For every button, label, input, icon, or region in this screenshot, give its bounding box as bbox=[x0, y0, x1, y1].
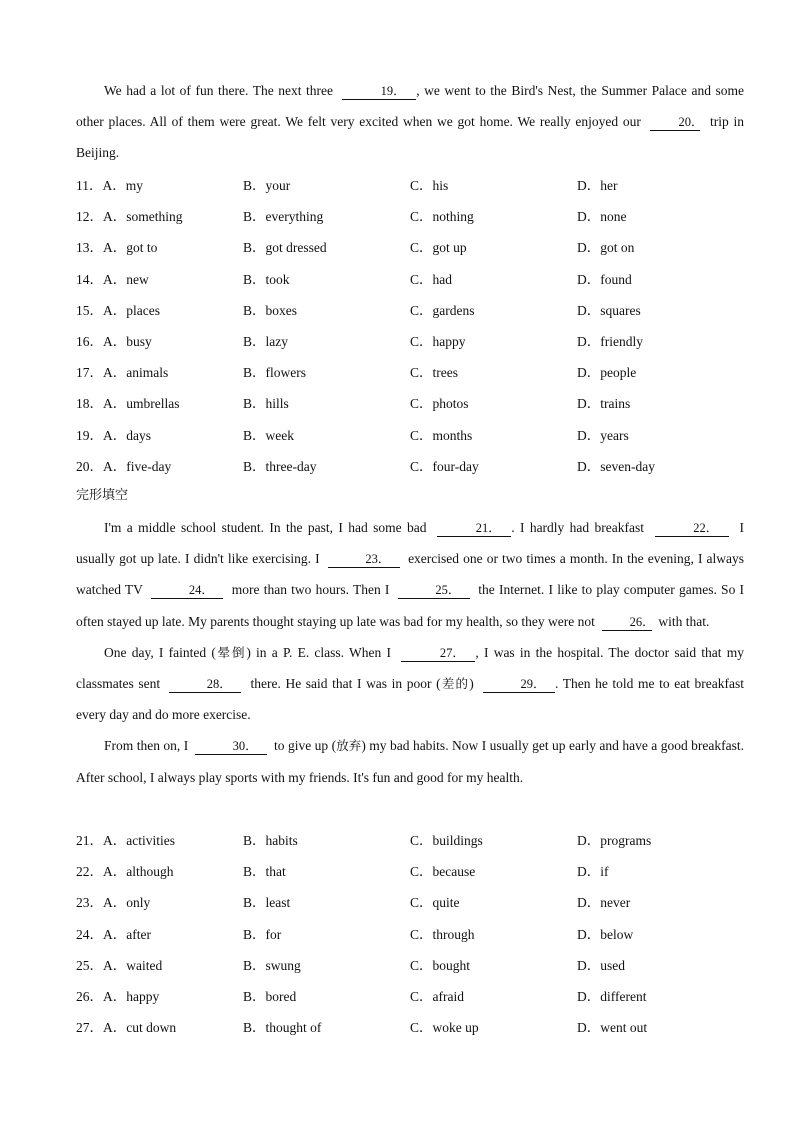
option-text: A．something bbox=[103, 209, 183, 225]
question-number: 14． bbox=[76, 271, 103, 287]
option-a[interactable] bbox=[76, 295, 160, 326]
option-text: C．trees bbox=[410, 365, 458, 381]
blank-20[interactable]: 20． bbox=[650, 114, 700, 131]
option-d[interactable] bbox=[577, 357, 636, 388]
blank-26[interactable]: 26． bbox=[602, 614, 652, 631]
option-d[interactable] bbox=[577, 201, 627, 232]
option-b[interactable] bbox=[243, 950, 301, 981]
option-text: B．bored bbox=[243, 988, 297, 1004]
option-text: A．new bbox=[103, 271, 149, 287]
option-c[interactable] bbox=[410, 1012, 479, 1043]
option-c[interactable] bbox=[410, 420, 472, 451]
question-row bbox=[76, 264, 744, 295]
option-c[interactable] bbox=[410, 919, 475, 950]
question-number: 25． bbox=[76, 957, 103, 973]
passage-1-paragraph: We had a lot of fun there. The next three 19． , we went to the Bird's Nest, the Summer Palace and some other places. All of them were great. We felt very excited when we got home. We really enjoyed our 20． trip in Beijing. bbox=[76, 83, 745, 161]
passage-2-paragraph-2: One day, I fainted (晕倒) in a P. E. class. When I 27． , I was in the hospital. The doctor said that my classmates sent 28． there. He said that I was in poor (差的) 29． . Then he told me to eat breakfast every day and do more exercise. bbox=[76, 644, 745, 723]
option-b[interactable] bbox=[243, 856, 286, 887]
option-d[interactable] bbox=[577, 388, 630, 419]
question-number: 15． bbox=[76, 302, 103, 318]
question-number: 16． bbox=[76, 333, 103, 349]
option-text: B．hills bbox=[243, 396, 289, 412]
question-number: 19． bbox=[76, 427, 103, 443]
option-c[interactable] bbox=[410, 981, 464, 1012]
option-text: A．waited bbox=[103, 957, 163, 973]
passage-2-paragraph-3: From then on, I 30． to give up (放弃) my bad habits. Now I usually get up early and have a good breakfast. After school, I always play sports with my friends. It's fun and good for my health. bbox=[76, 738, 745, 785]
option-text: D．people bbox=[577, 365, 637, 381]
option-text: D．friendly bbox=[577, 333, 643, 349]
option-a[interactable] bbox=[76, 825, 175, 856]
question-row bbox=[76, 451, 744, 482]
option-text: D．none bbox=[577, 209, 627, 225]
option-text: D．got on bbox=[577, 240, 635, 256]
option-d[interactable] bbox=[577, 950, 625, 981]
blank-28[interactable]: 28． bbox=[169, 676, 241, 693]
option-text: C．got up bbox=[410, 240, 467, 256]
question-row bbox=[76, 981, 744, 1012]
option-text: D．below bbox=[577, 926, 634, 942]
option-a[interactable] bbox=[76, 388, 180, 419]
option-text: B．lazy bbox=[243, 333, 288, 349]
option-text: A．busy bbox=[103, 333, 152, 349]
option-a[interactable] bbox=[76, 950, 162, 981]
option-text: A．my bbox=[102, 178, 143, 193]
question-number: 24． bbox=[76, 926, 103, 942]
question-number: 18． bbox=[76, 396, 103, 412]
question-number: 23． bbox=[76, 895, 103, 911]
option-text: C．nothing bbox=[410, 209, 474, 225]
blank-21[interactable]: 21． bbox=[437, 520, 511, 537]
question-number: 12． bbox=[76, 209, 103, 225]
option-a[interactable] bbox=[76, 981, 159, 1012]
option-a[interactable] bbox=[76, 420, 151, 451]
option-c[interactable] bbox=[410, 825, 483, 856]
option-a[interactable] bbox=[76, 326, 152, 357]
option-c[interactable] bbox=[410, 388, 469, 419]
option-text: B．took bbox=[243, 271, 290, 287]
section-heading: 完形填空 bbox=[76, 488, 129, 503]
option-text: D．if bbox=[577, 864, 609, 880]
option-a[interactable] bbox=[76, 201, 183, 232]
option-d[interactable] bbox=[577, 420, 629, 451]
question-number: 27． bbox=[76, 1020, 103, 1036]
option-text: A．although bbox=[103, 864, 174, 880]
question-number: 13． bbox=[76, 240, 103, 256]
option-text: A．activities bbox=[103, 833, 175, 848]
option-text: B．habits bbox=[243, 833, 298, 848]
option-c[interactable] bbox=[410, 264, 452, 295]
option-b[interactable] bbox=[243, 170, 290, 201]
question-number: 22． bbox=[76, 864, 103, 880]
option-a[interactable] bbox=[76, 170, 143, 201]
option-c[interactable] bbox=[410, 326, 466, 357]
question-row bbox=[76, 388, 744, 419]
option-text: A．only bbox=[103, 895, 151, 911]
option-text: A．happy bbox=[103, 988, 160, 1004]
option-text: D．went out bbox=[577, 1020, 648, 1036]
option-c[interactable] bbox=[410, 451, 479, 482]
passage-2-paragraph-1: I'm a middle school student. In the past, I had some bad 21． . I hardly had breakfast 22． I usually got up late. I didn't like exercising. I 23． exercised one or two times a month. In the evening, I always watched TV 24． more than two hours. Then I 25． the Internet. I like to play computer games. So I often stayed up late. My parents thought staying up late was bad for my health, so they were not 26． with that. bbox=[76, 520, 745, 629]
question-row bbox=[76, 170, 744, 201]
option-text: A．animals bbox=[103, 365, 169, 381]
option-text: D．found bbox=[577, 271, 632, 287]
option-text: C．gardens bbox=[410, 302, 475, 318]
option-text: D．trains bbox=[577, 396, 631, 412]
option-b[interactable] bbox=[243, 295, 297, 326]
option-b[interactable] bbox=[243, 451, 316, 482]
option-text: D．squares bbox=[577, 302, 641, 318]
blank-23[interactable]: 23． bbox=[328, 551, 400, 568]
question-row bbox=[76, 357, 744, 388]
option-text: C．months bbox=[410, 427, 473, 443]
option-b[interactable] bbox=[243, 357, 306, 388]
question-number: 11． bbox=[76, 178, 103, 193]
question-row bbox=[76, 919, 744, 950]
option-text: B．boxes bbox=[243, 302, 297, 318]
question-row bbox=[76, 950, 744, 981]
option-a[interactable] bbox=[76, 232, 157, 263]
option-c[interactable] bbox=[410, 357, 458, 388]
question-row bbox=[76, 232, 744, 263]
option-text: A．days bbox=[103, 427, 151, 443]
question-number: 26． bbox=[76, 988, 103, 1004]
question-row bbox=[76, 295, 744, 326]
option-text: B．flowers bbox=[243, 365, 306, 381]
option-b[interactable] bbox=[243, 981, 296, 1012]
options-list-1 bbox=[76, 170, 744, 482]
option-a[interactable] bbox=[76, 1012, 176, 1043]
question-row bbox=[76, 420, 744, 451]
option-text: B．swung bbox=[243, 957, 301, 973]
question-row bbox=[76, 1012, 744, 1043]
option-text: A．after bbox=[103, 926, 151, 942]
option-text: C．buildings bbox=[410, 833, 483, 848]
option-text: D．used bbox=[577, 957, 625, 973]
option-c[interactable] bbox=[410, 856, 475, 887]
blank-27[interactable]: 27． bbox=[401, 645, 475, 662]
option-d[interactable] bbox=[577, 856, 609, 887]
blank-29[interactable]: 29． bbox=[483, 676, 555, 693]
option-b[interactable] bbox=[243, 1012, 321, 1043]
option-d[interactable] bbox=[577, 981, 646, 1012]
question-number: 20． bbox=[76, 458, 103, 474]
option-text: C．his bbox=[410, 178, 449, 193]
option-text: C．four-day bbox=[410, 458, 479, 474]
option-d[interactable] bbox=[577, 326, 643, 357]
option-d[interactable] bbox=[577, 295, 641, 326]
option-text: D．programs bbox=[577, 833, 652, 848]
option-text: B．least bbox=[243, 895, 291, 911]
option-text: B．that bbox=[243, 864, 286, 880]
option-c[interactable] bbox=[410, 950, 470, 981]
option-a[interactable] bbox=[76, 357, 168, 388]
option-a[interactable] bbox=[76, 887, 150, 918]
option-text: D．never bbox=[577, 895, 631, 911]
question-row bbox=[76, 326, 744, 357]
option-d[interactable] bbox=[577, 887, 630, 918]
blank-19[interactable]: 19． bbox=[342, 83, 416, 100]
option-b[interactable] bbox=[243, 919, 281, 950]
option-text: C．woke up bbox=[410, 1020, 479, 1036]
option-text: C．had bbox=[410, 271, 452, 287]
blank-24[interactable]: 24． bbox=[151, 582, 223, 599]
option-c[interactable] bbox=[410, 295, 475, 326]
option-text: D．different bbox=[577, 988, 647, 1004]
option-d[interactable] bbox=[577, 264, 632, 295]
option-b[interactable] bbox=[243, 388, 289, 419]
option-b[interactable] bbox=[243, 420, 294, 451]
question-row bbox=[76, 201, 744, 232]
option-text: B．your bbox=[243, 178, 291, 193]
blank-25[interactable]: 25． bbox=[398, 582, 470, 599]
option-a[interactable] bbox=[76, 451, 171, 482]
option-d[interactable] bbox=[577, 451, 655, 482]
question-row bbox=[76, 825, 744, 856]
option-text: A．cut down bbox=[103, 1020, 177, 1036]
option-b[interactable] bbox=[243, 201, 323, 232]
option-text: B．got dressed bbox=[243, 240, 327, 256]
option-c[interactable] bbox=[410, 201, 474, 232]
option-text: D．seven-day bbox=[577, 458, 655, 474]
passage-1 bbox=[76, 75, 744, 169]
option-text: C．happy bbox=[410, 333, 466, 349]
option-text: C．afraid bbox=[410, 988, 464, 1004]
blank-22[interactable]: 22． bbox=[655, 520, 729, 537]
option-b[interactable] bbox=[243, 326, 288, 357]
option-text: C．through bbox=[410, 926, 475, 942]
option-d[interactable] bbox=[577, 1012, 647, 1043]
question-number: 21． bbox=[76, 833, 103, 848]
passage-2 bbox=[76, 512, 744, 793]
question-number: 17． bbox=[76, 365, 103, 381]
option-text: A．got to bbox=[103, 240, 158, 256]
option-text: B．three-day bbox=[243, 458, 317, 474]
option-text: C．quite bbox=[410, 895, 460, 911]
question-row bbox=[76, 887, 744, 918]
option-text: C．bought bbox=[410, 957, 471, 973]
option-b[interactable] bbox=[243, 264, 290, 295]
option-text: A．five-day bbox=[103, 458, 172, 474]
option-b[interactable] bbox=[243, 825, 298, 856]
option-a[interactable] bbox=[76, 919, 151, 950]
option-text: D．her bbox=[577, 178, 618, 193]
option-b[interactable] bbox=[243, 232, 327, 263]
option-text: C．because bbox=[410, 864, 476, 880]
option-text: C．photos bbox=[410, 396, 469, 412]
option-c[interactable] bbox=[410, 170, 448, 201]
option-a[interactable] bbox=[76, 856, 174, 887]
option-c[interactable] bbox=[410, 232, 467, 263]
option-text: D．years bbox=[577, 427, 629, 443]
option-d[interactable] bbox=[577, 170, 618, 201]
option-c[interactable] bbox=[410, 887, 460, 918]
option-text: B．week bbox=[243, 427, 294, 443]
option-a[interactable] bbox=[76, 264, 149, 295]
option-text: B．for bbox=[243, 926, 282, 942]
blank-30[interactable]: 30． bbox=[195, 738, 267, 755]
option-text: A．places bbox=[103, 302, 160, 318]
option-d[interactable] bbox=[577, 825, 651, 856]
option-b[interactable] bbox=[243, 887, 290, 918]
option-text: B．thought of bbox=[243, 1020, 322, 1036]
option-text: A．umbrellas bbox=[103, 396, 180, 412]
option-text: B．everything bbox=[243, 209, 324, 225]
option-d[interactable] bbox=[577, 232, 634, 263]
options-list-2 bbox=[76, 825, 744, 1043]
question-row bbox=[76, 856, 744, 887]
option-d[interactable] bbox=[577, 919, 633, 950]
